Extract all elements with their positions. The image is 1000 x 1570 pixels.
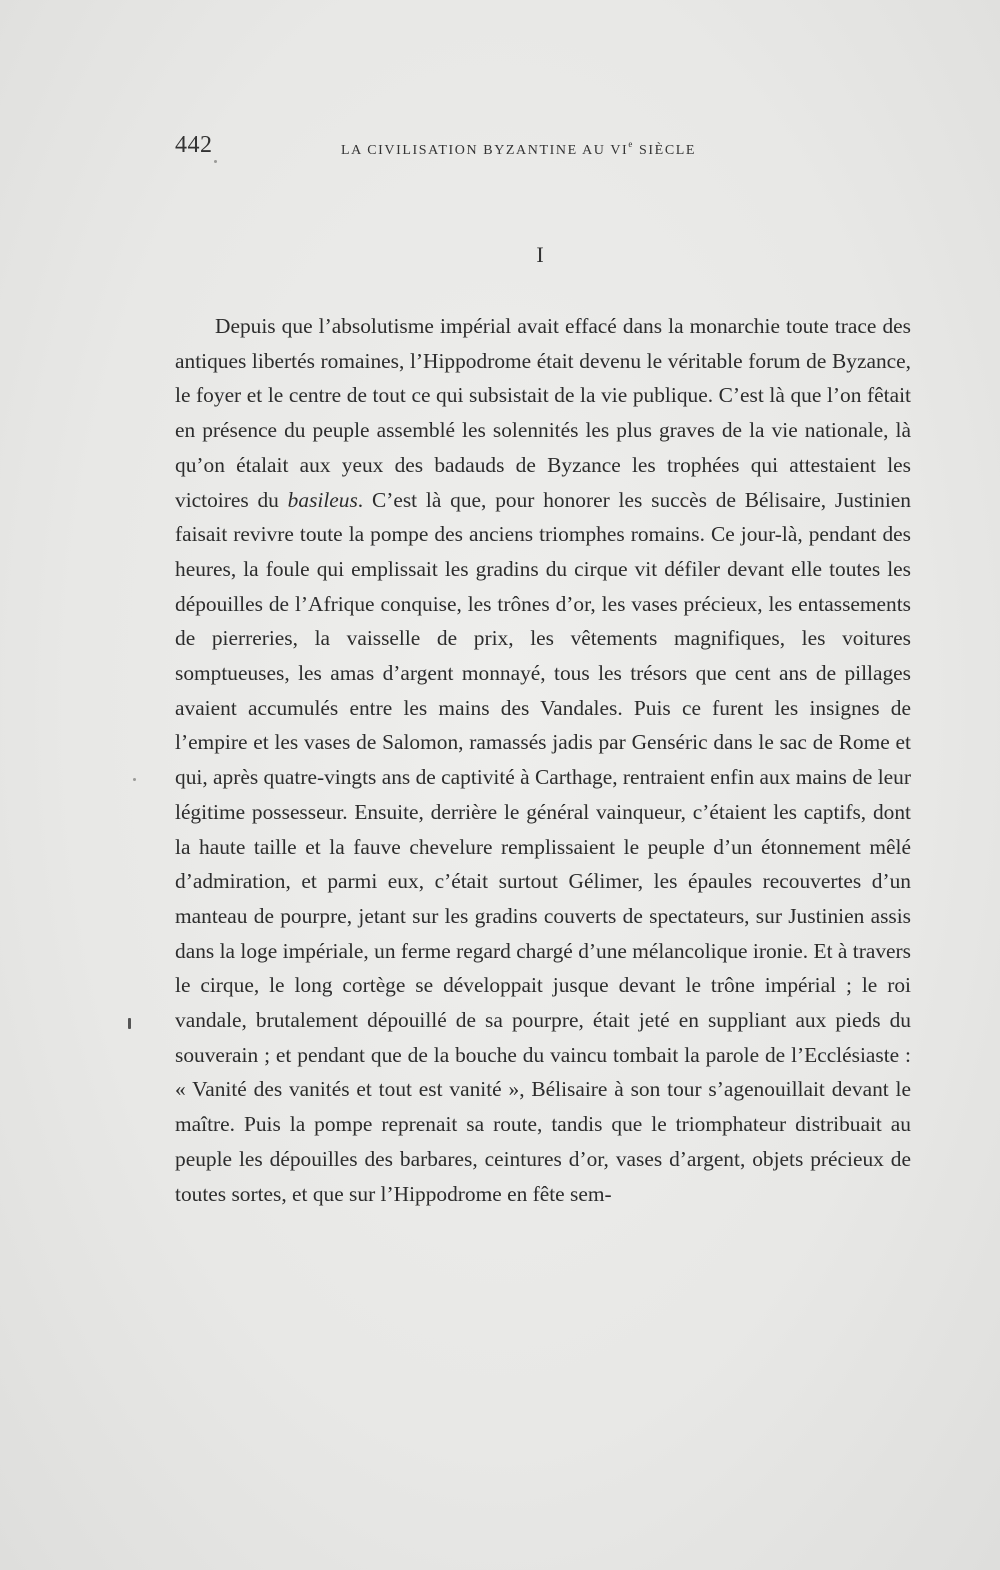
running-title-superscript: e [628,139,634,149]
page-header [175,132,910,160]
paragraph-text-part1: Depuis que l’absolutisme impérial avait effacé dans la monarchie toute trace des antiques libertés romaines, l’Hippodrome était devenu le véritable forum de Byzance, le foyer et le centre de tout ce qui subsistait de la vie publique. C’est là que l’on fêtait en présence du peuple assemblé les solennités les plus graves de la vie nationale, là qu’on étalait aux yeux des badauds de Byzance les trophées qui attestaient les victoires du [175,314,911,512]
margin-mark [128,1018,131,1029]
running-title-main: LA CIVILISATION BYZANTINE AU VI [341,143,629,158]
paper-speck [214,160,217,163]
paragraph [175,309,911,1211]
paper-speck [133,778,136,781]
page-number: 442 [175,132,213,158]
running-title-end: SIÈCLE [633,143,697,158]
running-title [341,139,696,159]
italic-word: basileus [287,487,358,512]
paragraph-text-part2: . C’est là que, pour honorer les succès de Bélisaire, Justinien faisait revivre toute la pompe des anciens triomphes romains. Ce jour-là, pendant des heures, la foule qui emplissait les gradins du cirque vit défiler devant elle toutes les dépouilles de l’Afrique conquise, les trônes d’or, les vases précieux, les entassements de pierreries, la vaisselle de prix, les vêtements magnifiques, les voitures somptueuses, les amas d’argent monnayé, tous les trésors que cent ans de pillages avaient accumulés entre les mains des Vandales. Puis ce furent les insignes de l’empire et les vases de Salomon, ramassés jadis par Genséric dans le sac de Rome et qui, après quatre-vingts ans de captivité à Carthage, rentraient enfin aux mains de leur légitime possesseur. Ensuite, derrière le général vainqueur, c’étaient les captifs, dont la haute taille et la fauve chevelure remplissaient le peuple d’un étonnement mêlé d’admiration, et parmi eux, c’était surtout Gélimer, les épaules recouvertes d’un manteau de pourpre, jetant sur les gradins couverts de spectateurs, sur Justinien assis dans la loge impériale, un ferme regard chargé d’une mélancolique ironie. Et à travers le cirque, le long cortège se développait jusque devant le trône impérial ; le roi vandale, brutalement dépouillé de sa pourpre, était jeté en suppliant aux pieds du souverain ; et pendant que de la bouche du vaincu tombait la parole de l’Ecclésiaste : « Vanité des vanités et tout est vanité », Bélisaire à son tour s’agenouillait devant le maître. Puis la pompe reprenait sa route, tandis que le triomphateur distribuait au peuple les dépouilles des barbares, ceintures d’or, vases d’argent, objets précieux de toutes sortes, et que sur l’Hippodrome en fête sem- [175,487,911,1206]
section-numeral: I [536,242,544,267]
body-text [175,309,911,1211]
